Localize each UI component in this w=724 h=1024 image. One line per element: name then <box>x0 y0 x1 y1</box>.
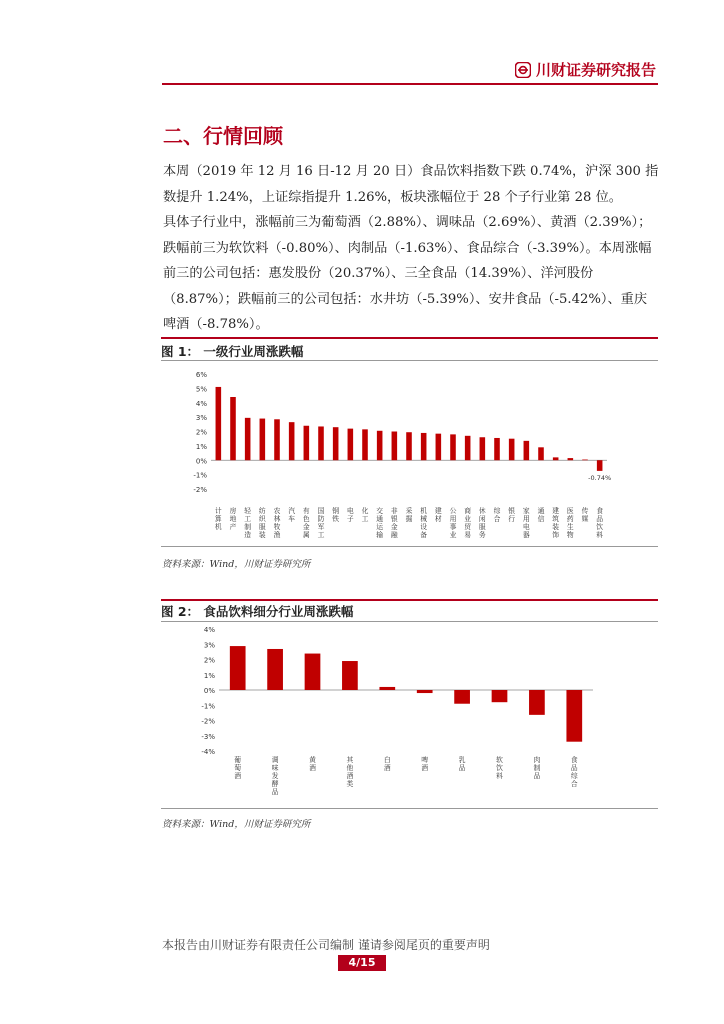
bar <box>245 418 251 460</box>
x-tick-label: 葡萄酒 <box>234 756 242 780</box>
x-tick-label: 银行 <box>508 507 516 523</box>
bar <box>267 649 283 690</box>
x-tick-label: 农林牧渔 <box>273 507 281 539</box>
bar <box>492 690 508 702</box>
bar <box>377 431 383 460</box>
bar <box>289 422 295 460</box>
bar <box>582 460 588 461</box>
x-tick-label: 肉制品 <box>533 756 541 780</box>
bar <box>450 434 456 460</box>
bar <box>454 690 470 704</box>
bar <box>494 438 500 460</box>
bar <box>348 429 354 461</box>
bar <box>436 434 442 461</box>
bar <box>568 458 574 460</box>
bar <box>566 690 582 742</box>
x-tick-label: 建筑装饰 <box>552 507 560 539</box>
y-tick-label: 2% <box>203 656 215 665</box>
y-tick-label: 4% <box>195 399 207 408</box>
figure2-source: 资料来源：Wind，川财证券研究所 <box>162 819 311 830</box>
y-tick-label: -4% <box>201 748 215 756</box>
section-title: 二、行情回顾 <box>163 124 283 148</box>
y-tick-label: 6% <box>195 371 207 379</box>
y-tick-label: 2% <box>195 428 207 437</box>
x-tick-label: 计算机 <box>214 507 222 531</box>
y-tick-label: -1% <box>193 471 207 480</box>
bar <box>305 654 321 690</box>
x-tick-label: 食品综合 <box>570 756 578 788</box>
x-tick-label: 采掘 <box>405 507 413 523</box>
bar <box>260 419 266 461</box>
bar <box>524 441 530 460</box>
x-tick-label: 传媒 <box>581 507 589 523</box>
brand-name: 川财证券研究报告 <box>535 61 656 79</box>
figure1-title: 图 1： 一级行业周涨跌幅 <box>161 344 304 359</box>
x-tick-label: 其他酒类 <box>346 756 354 788</box>
y-tick-label: 3% <box>203 641 215 650</box>
figure2-title: 图 2： 食品饮料细分行业周涨跌幅 <box>161 604 354 619</box>
y-tick-label: 1% <box>195 442 207 451</box>
x-tick-label: 建材 <box>434 507 442 523</box>
x-tick-label: 电子 <box>346 507 354 523</box>
y-tick-label: 3% <box>195 414 207 423</box>
figure1-bottom-rule <box>161 546 658 547</box>
y-tick-label: -2% <box>201 717 215 726</box>
bar <box>274 419 280 460</box>
x-tick-label: 房地产 <box>229 507 237 531</box>
data-label: -0.74% <box>588 473 612 482</box>
y-tick-label: 0% <box>203 687 215 695</box>
bar <box>509 439 515 461</box>
x-tick-label: 啤酒 <box>421 756 429 772</box>
x-tick-label: 乳品 <box>458 756 466 772</box>
header-divider <box>162 83 658 85</box>
x-tick-label: 国防军工 <box>317 507 325 539</box>
bar <box>392 432 398 461</box>
bar <box>417 690 433 693</box>
bar <box>318 426 324 460</box>
footer-disclaimer: 本报告由川财证券有限责任公司编制 谨请参阅尾页的重要声明 <box>162 938 490 952</box>
figure2-bottom-rule <box>161 808 658 809</box>
x-tick-label: 汽车 <box>288 507 296 523</box>
bar <box>216 387 222 460</box>
bar <box>230 646 246 690</box>
brand-icon <box>515 62 531 78</box>
summary-paragraph: 本周（2019 年 12 月 16 日-12 月 20 日）食品饮料指数下跌 0.74%，沪深 300 指数提升 1.24%，上证综指提升 1.26%，板块涨幅位于 28 个子行业第 28 位。 <box>163 164 659 205</box>
figure1-top-rule <box>161 337 658 339</box>
x-tick-label: 商业贸易 <box>464 507 472 539</box>
x-tick-label: 黄酒 <box>309 756 316 772</box>
x-tick-label: 调味发酵品 <box>271 756 279 796</box>
x-tick-label: 机械设备 <box>420 507 428 539</box>
bar <box>362 429 368 460</box>
x-tick-label: 休闲服务 <box>478 507 486 539</box>
x-tick-label: 化工 <box>361 507 369 523</box>
bar <box>597 460 603 471</box>
x-tick-label: 公用事业 <box>449 507 457 539</box>
x-tick-label: 纺织服装 <box>258 507 266 539</box>
y-tick-label: -1% <box>201 702 215 711</box>
figure2-top-rule <box>161 599 658 601</box>
bar <box>333 427 339 460</box>
brand-logo <box>515 59 656 80</box>
x-tick-label: 有色金属 <box>302 507 310 539</box>
figure2-title-rule <box>161 621 658 622</box>
x-tick-label: 非银金融 <box>390 507 398 539</box>
x-tick-label: 交通运输 <box>376 507 384 539</box>
bar <box>379 687 395 690</box>
y-tick-label: 5% <box>195 385 207 394</box>
bar <box>230 397 236 460</box>
bar <box>406 432 412 460</box>
x-tick-label: 综合 <box>493 507 501 523</box>
page-number: 4/15 <box>338 955 386 971</box>
bar <box>465 436 471 460</box>
detail-paragraph: 具体子行业中，涨幅前三为葡萄酒（2.88%）、调味品（2.69%）、黄酒（2.39%）；跌幅前三为软饮料（-0.80%）、肉制品（-1.63%）、食品综合（-3.39%）。本周涨幅前三的公司包括：惠发股份（20.37%）、三全食品（14.39%）、洋河股份（8.87%）；跌幅前三的公司包括：水井坊（-5.39%）、安井食品（-5.42%）、重庆啤酒（-8.78%）。 <box>163 215 652 332</box>
bar <box>421 433 427 460</box>
figure1-title-rule <box>161 360 658 361</box>
bar <box>480 437 486 460</box>
x-tick-label: 白酒 <box>383 756 391 772</box>
bar <box>529 690 545 715</box>
y-tick-label: -2% <box>193 486 207 494</box>
y-tick-label: -3% <box>201 732 215 741</box>
bar <box>538 447 544 460</box>
bar <box>342 661 358 690</box>
y-tick-label: 0% <box>195 457 207 466</box>
x-tick-label: 食品饮料 <box>596 507 604 539</box>
y-tick-label: 1% <box>203 671 215 680</box>
x-tick-label: 通信 <box>537 507 545 523</box>
figure2-chart <box>161 623 658 805</box>
x-tick-label: 轻工制造 <box>244 507 252 539</box>
bar <box>304 426 310 461</box>
x-tick-label: 医药生物 <box>566 507 574 539</box>
figure1-source: 资料来源：Wind，川财证券研究所 <box>162 559 311 570</box>
figure1-chart <box>161 362 658 544</box>
y-tick-label: 4% <box>203 626 215 634</box>
x-tick-label: 家用电器 <box>522 507 530 539</box>
x-tick-label: 钢铁 <box>332 507 340 523</box>
x-tick-label: 软饮料 <box>496 756 503 780</box>
bar <box>553 457 559 460</box>
